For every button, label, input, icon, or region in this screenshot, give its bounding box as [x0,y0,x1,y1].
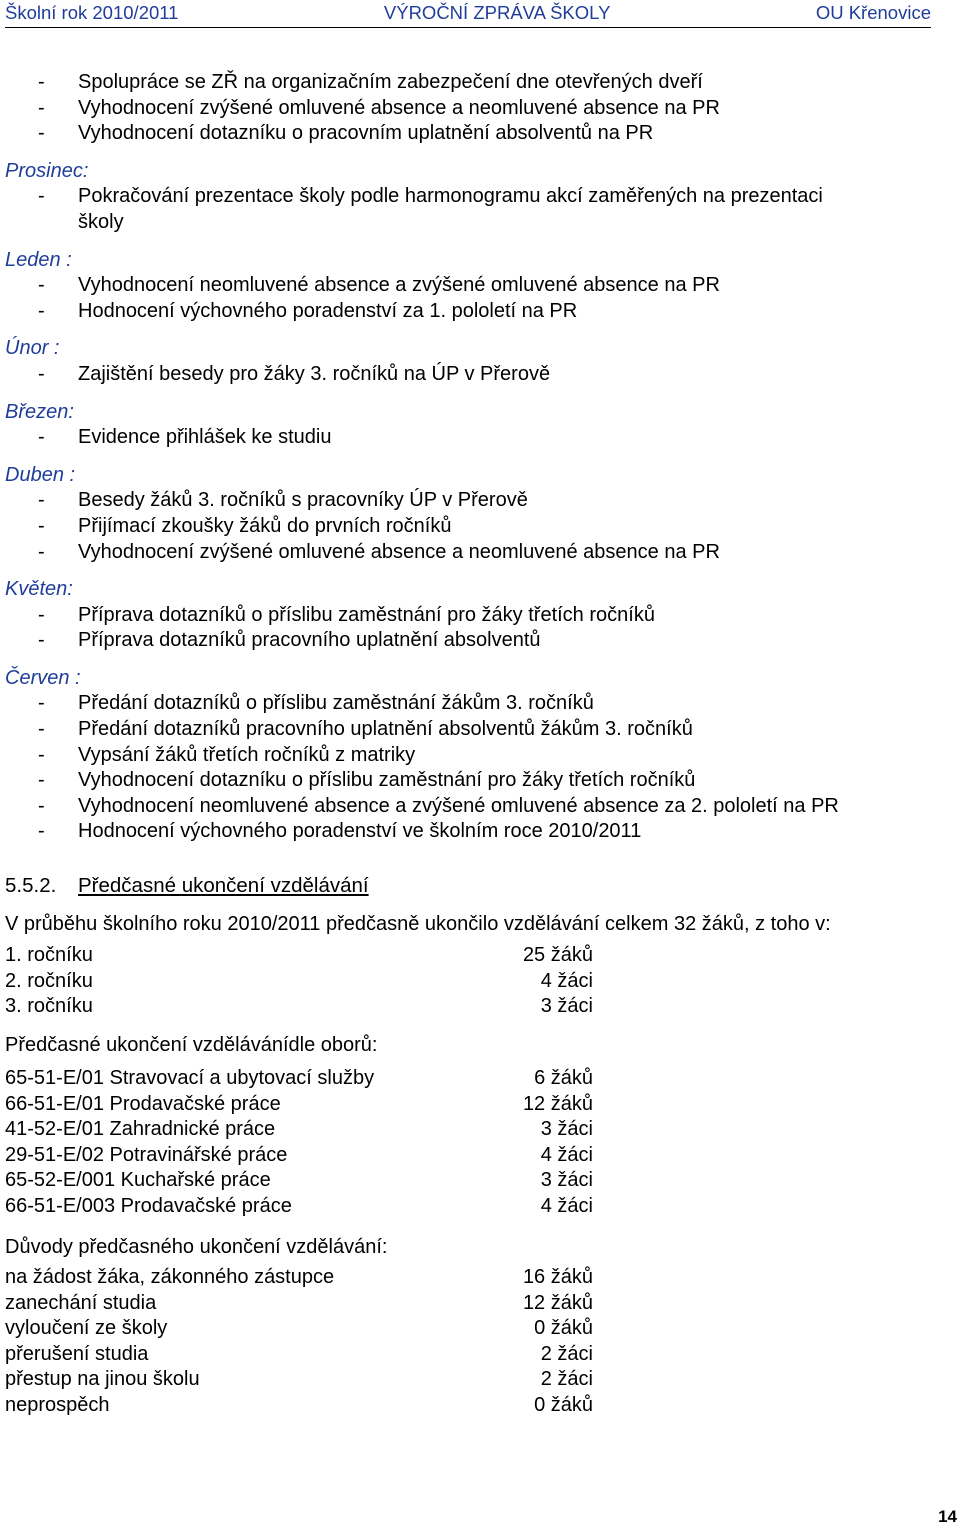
section-intro: V průběhu školního roku 2010/2011 předčasně ukončilo vzdělávání celkem 32 žáků, z toho v: [5,913,831,935]
row-label: 29-51-E/02 Potravinářské práce [5,1143,288,1166]
bullet-dash: - [38,743,45,766]
row-value: 4 žáci [540,1194,593,1217]
table-row [5,1393,605,1419]
plan-item [0,603,960,629]
monthly-plan-list [0,70,960,845]
plan-item [0,184,960,210]
plan-item-text: Vyhodnocení neomluvené absence a zvýšené omluvené absence za 2. pololetí na PR [78,794,839,817]
month-heading: Leden : [5,248,72,271]
bullet-dash: - [38,514,45,537]
row-value: 16 žáků [522,1266,593,1288]
bullet-dash: - [38,489,45,512]
bullet-dash: - [38,540,45,563]
plan-item [0,743,960,769]
plan-item-text: Besedy žáků 3. ročníků s pracovníky ÚP v Přerově [78,489,528,512]
plan-item [0,488,960,514]
bullet-dash: - [38,122,45,145]
dropout-by-field-table [5,1066,605,1220]
row-label: na žádost žáka, zákonného zástupce [5,1266,335,1288]
table-row [5,1194,605,1220]
plan-item [0,210,960,236]
plan-item-text: Vyhodnocení zvýšené omluvené absence a neomluvené absence na PR [78,96,720,119]
row-value: 2 žáci [540,1368,593,1391]
plan-item-text: Přijímací zkoušky žáků do prvních ročníků [78,514,452,537]
plan-item [0,717,960,743]
row-label: 41-52-E/01 Zahradnické práce [5,1118,276,1141]
plan-item-text: Hodnocení výchovného poradenství ve školním roce 2010/2011 [78,820,642,843]
plan-item [0,628,960,654]
row-value: 4 žáci [540,1143,593,1166]
bullet-dash: - [38,362,45,385]
row-value: 12 žáků [522,1092,593,1115]
plan-item [0,819,960,845]
table-row [5,1117,605,1143]
plan-item [0,273,960,299]
bullet-dash: - [38,794,45,817]
plan-item-text: školy [78,210,124,233]
plan-item-text: Příprava dotazníků o příslibu zaměstnání pro žáky třetích ročníků [78,603,655,626]
plan-item-text: Předání dotazníků pracovního uplatnění absolventů žákům 3. ročníků [78,718,693,741]
row-value: 3 žáci [540,1118,593,1141]
plan-item [0,768,960,794]
plan-item [0,425,960,451]
bullet-dash: - [38,718,45,741]
row-label: přestup na jinou školu [5,1368,200,1391]
row-label: 66-51-E/01 Prodavačské práce [5,1092,281,1115]
page-number: 14 [938,1507,957,1526]
bullet-dash: - [38,274,45,297]
month-heading: Únor : [5,337,60,360]
plan-item [0,514,960,540]
plan-item [0,299,960,325]
row-label: neprospěch [5,1393,110,1416]
plan-item-text: Vyhodnocení zvýšené omluvené absence a neomluvené absence na PR [78,540,720,563]
bullet-dash: - [38,820,45,843]
bullet-dash: - [38,71,45,93]
table-row [5,1342,605,1368]
plan-item [0,121,960,147]
dropout-reasons-table [5,1265,605,1419]
bullet-dash: - [38,692,45,715]
row-value: 12 žáků [522,1291,593,1314]
table-row [5,943,605,969]
plan-item-text: Pokračování prezentace školy podle harmonogramu akcí zaměřených na prezentaci [78,185,823,208]
row-label: 2. ročníku [5,969,93,992]
row-label: 3. ročníku [5,995,93,1018]
table-row [5,1092,605,1118]
bullet-dash: - [38,96,45,119]
plan-item-text: Vyhodnocení neomluvené absence a zvýšené omluvené absence na PR [78,274,720,297]
section-heading [5,873,369,899]
reasons-title: Důvody předčasného ukončení vzdělávání: [5,1236,388,1258]
bullet-dash: - [38,185,45,208]
month-heading: Červen : [5,666,81,689]
table-row [5,1291,605,1317]
month-heading: Duben : [5,463,76,486]
plan-item-text: Hodnocení výchovného poradenství za 1. pololetí na PR [78,299,578,322]
table-row [5,994,605,1020]
row-value: 0 žáků [534,1317,593,1340]
bullet-dash: - [38,603,45,626]
plan-item-text: Předání dotazníků o příslibu zaměstnání žákům 3. ročníků [78,692,594,715]
table-row [5,1367,605,1393]
table-row [5,969,605,995]
row-label: 1. ročníku [5,944,93,966]
table-row [5,1143,605,1169]
row-value: 2 žáci [540,1342,593,1365]
header-school-name: OU Křenovice [815,2,931,23]
row-value: 25 žáků [522,944,593,966]
plan-item [0,794,960,820]
row-label: 65-51-E/01 Stravovací a ubytovací služby [5,1067,375,1089]
plan-item [0,70,960,96]
plan-item [0,362,960,388]
plan-item-text: Spolupráce se ZŘ na organizačním zabezpečení dne otevřených dveří [78,71,703,93]
bullet-dash: - [38,426,45,449]
month-heading: Květen: [5,578,73,601]
table-row [5,1316,605,1342]
plan-item-text: Vyhodnocení dotazníku o pracovním uplatnění absolventů na PR [78,122,654,145]
section-title: Předčasné ukončení vzdělávání [78,874,369,897]
by-field-title: Předčasné ukončení vzdělávánídle oborů: [5,1034,378,1056]
row-value: 3 žáci [540,1169,593,1192]
row-value: 3 žáci [540,995,593,1018]
page-header [5,0,931,28]
plan-item-text: Příprava dotazníků pracovního uplatnění absolventů [78,629,541,652]
header-school-year: Školní rok 2010/2011 [5,2,179,23]
month-heading: Březen: [5,400,74,423]
bullet-dash: - [38,769,45,792]
bullet-dash: - [38,629,45,652]
plan-item [0,691,960,717]
plan-item [0,96,960,122]
header-report-title: VÝROČNÍ ZPRÁVA ŠKOLY [383,2,611,23]
section-number: 5.5.2. [5,874,57,897]
row-label: 65-52-E/001 Kuchařské práce [5,1169,271,1192]
row-label: vyloučení ze školy [5,1317,168,1340]
row-label: zanechání studia [5,1291,157,1314]
row-label: 66-51-E/003 Prodavačské práce [5,1194,292,1217]
row-label: přerušení studia [5,1342,149,1365]
month-heading: Prosinec: [5,159,89,182]
table-row [5,1265,605,1291]
table-row [5,1168,605,1194]
plan-item-text: Vypsání žáků třetích ročníků z matriky [78,743,416,766]
row-value: 0 žáků [534,1393,593,1416]
row-value: 6 žáků [534,1067,593,1089]
plan-item-text: Zajištění besedy pro žáky 3. ročníků na ÚP v Přerově [78,362,551,385]
plan-item-text: Evidence přihlášek ke studiu [78,426,332,449]
dropout-by-year-table [5,943,605,1020]
table-row [5,1066,605,1092]
plan-item [0,540,960,566]
row-value: 4 žáci [540,969,593,992]
plan-item-text: Vyhodnocení dotazníku o příslibu zaměstnání pro žáky třetích ročníků [78,769,696,792]
bullet-dash: - [38,299,45,322]
